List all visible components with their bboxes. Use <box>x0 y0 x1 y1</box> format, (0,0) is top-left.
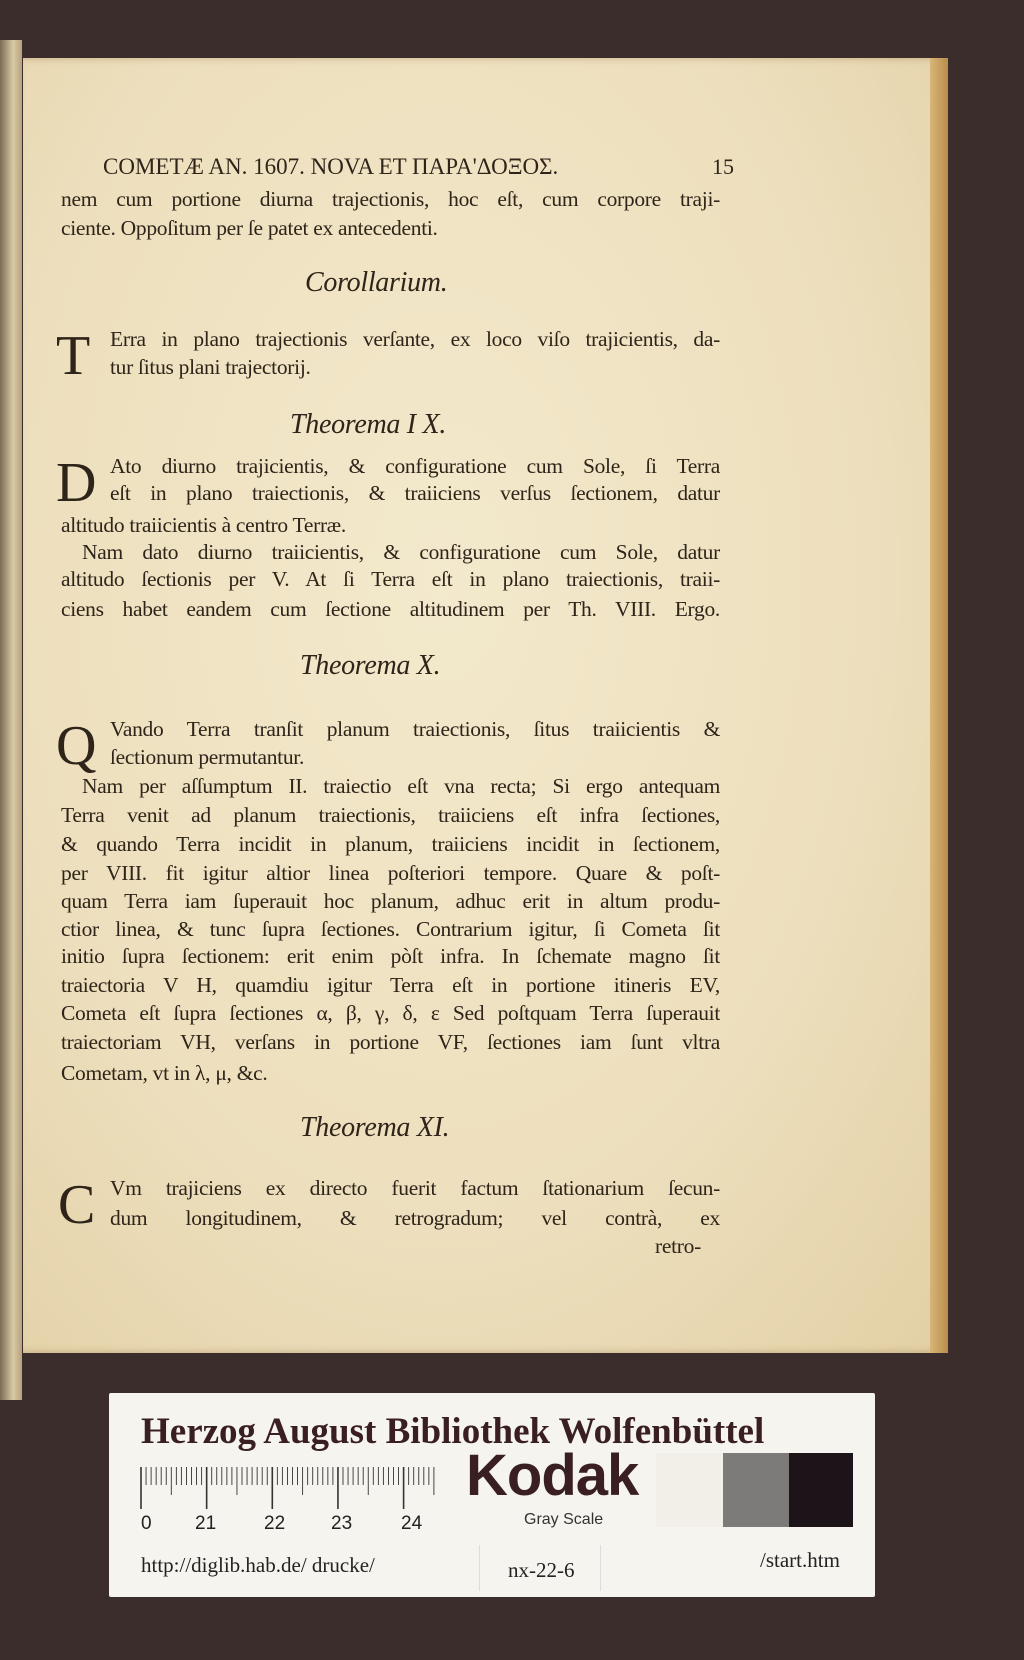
text-line: ſectionum permutantur. <box>110 745 305 769</box>
text-line: initio ſupra ſectionem: erit enim pòſt infra. In ſchemate magno ſit <box>61 944 720 968</box>
text-line: Nam dato diurno traiicientis, & configuratione cum Sole, datur <box>82 540 720 564</box>
text-line: dum longitudinem, & retrogradum; vel contrà, ex <box>110 1206 720 1230</box>
ruler-label: 21 <box>195 1513 217 1534</box>
section-heading: Theorema XI. <box>300 1112 450 1143</box>
text-line: Erra in plano trajectionis verſante, ex loco viſo trajicientis, da- <box>110 327 720 351</box>
section-heading: Theorema X. <box>300 650 441 681</box>
url-left: http://diglib.hab.de/ drucke/ <box>141 1553 375 1577</box>
text-line: Ato diurno trajicientis, & configuratione cum Sole, ſi Terra <box>110 454 720 478</box>
text-line: nem cum portione diurna trajectionis, hoc eſt, cum corpore traji- <box>61 187 720 211</box>
book-page <box>23 58 948 1353</box>
text-line: ciente. Oppoſitum per ſe patet ex antecedenti. <box>61 216 438 240</box>
ruler-label: 22 <box>264 1513 286 1534</box>
ruler <box>139 1465 439 1513</box>
text-line: tur ſitus plani trajectorij. <box>110 355 311 379</box>
drop-cap-q: Q <box>56 718 97 774</box>
drop-cap-c: C <box>58 1177 96 1233</box>
text-line: altitudo traiicientis à centro Terræ. <box>61 513 346 537</box>
text-line: & quando Terra incidit in planum, traiiciens incidit in ſectionem, <box>61 832 720 856</box>
text-line: eſt in plano traiectionis, & traiiciens verſus ſectionem, datur <box>110 481 720 505</box>
text-line: ciens habet eandem cum ſectione altitudinem per Th. VIII. Ergo. <box>61 597 720 621</box>
gray-patch-black <box>789 1453 853 1527</box>
text-line: Cometa eſt ſupra ſectiones α, β, γ, δ, ε Sed poſtquam Terra ſuperauit <box>61 1001 720 1025</box>
gray-patch-gray <box>723 1453 789 1527</box>
text-line: traiectoria V H, quamdiu igitur Terra eſt in portione itineris EV, <box>61 973 720 997</box>
section-heading: Corollarium. <box>305 267 448 298</box>
url-right: /start.htm <box>760 1548 840 1572</box>
drop-cap-t: T <box>56 328 91 384</box>
text-line: traiectoriam VH, verſans in portione VF, ſectiones iam ſunt vltra <box>61 1030 720 1054</box>
page-number: 15 <box>712 154 734 179</box>
left-page-edge <box>0 40 22 1400</box>
text-line: quam Terra iam ſuperauit hoc planum, adhuc erit in altum produ- <box>61 889 720 913</box>
shelfmark: nx-22-6 <box>508 1558 575 1582</box>
text-line: retro- <box>655 1234 701 1258</box>
ruler-label: 23 <box>331 1513 353 1534</box>
text-line: Vando Terra tranſit planum traiectionis, ſitus traiicientis & <box>110 717 720 741</box>
text-line: Terra venit ad planum traiectionis, traiiciens eſt infra ſectiones, <box>61 803 720 827</box>
calibration-card <box>109 1393 875 1597</box>
running-title: COMETÆ AN. 1607. NOVA ET ΠΑΡΑ'ΔΟΞΟΣ. <box>103 154 559 179</box>
text-line: ctior linea, & tunc ſupra ſectiones. Contrarium igitur, ſi Cometa ſit <box>61 917 720 941</box>
text-line: per VIII. fit igitur altior linea poſteriori tempore. Quare & poſt- <box>61 861 720 885</box>
gray-scale-label: Gray Scale <box>524 1511 604 1528</box>
text-line: Vm trajiciens ex directo fuerit factum ſtationarium ſecun- <box>110 1176 720 1200</box>
page-right-edge <box>930 58 948 1353</box>
section-heading: Theorema I X. <box>290 409 447 440</box>
drop-cap-d: D <box>56 455 97 511</box>
text-line: Cometam, vt in λ, μ, &c. <box>61 1061 268 1085</box>
library-name: Herzog August Bibliothek Wolfenbüttel <box>141 1411 765 1452</box>
text-line: Nam per aſſumptum II. traiectio eſt vna recta; Si ergo antequam <box>82 774 720 798</box>
ruler-label: 0 <box>141 1513 152 1534</box>
text-line: altitudo ſectionis per V. At ſi Terra eſt in plano traiectionis, traii- <box>61 567 720 591</box>
ruler-label: 24 <box>401 1513 423 1534</box>
gray-patch-white <box>656 1453 723 1527</box>
kodak-logo: Kodak <box>466 1443 639 1508</box>
